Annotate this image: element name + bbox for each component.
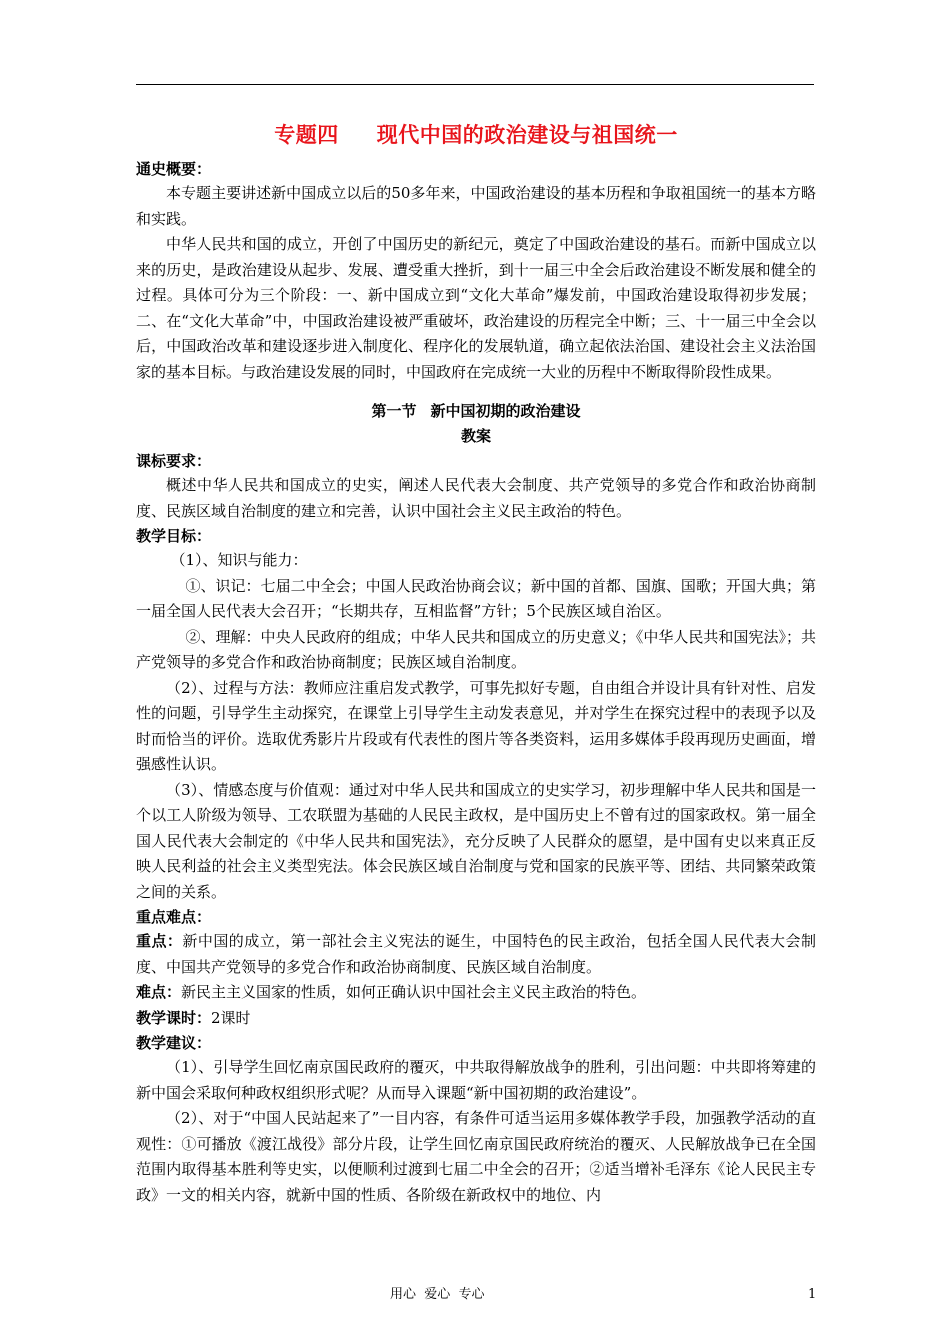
footer-motto: 用心 爱心 专心 xyxy=(390,1287,485,1302)
goal-3-values: （3）、情感态度与价值观：通过对中华人民共和国成立的史实学习，初步理解中华人民共和国是一个以工人阶级为领导、工农联盟为基础的人民民主政权，是中国历史上不曾有过的国家政权。第一届全国人民代表大会制定的《中华人民共和国宪法》，充分反映了人民群众的愿望，是中国有史以来真正反映人民利益的社会主义类型宪法。体会民族区域自治制度与党和国家的民族平等、团结、共同繁荣政策之间的关系。 xyxy=(136,780,816,901)
hours-label: 教学课时： xyxy=(136,1008,212,1027)
keypoints-heading: 重点难点： xyxy=(136,908,212,926)
standard-heading: 课标要求： xyxy=(136,452,212,470)
key-text: 新中国的成立，第一部社会主义宪法的诞生，中国特色的民主政治，包括全国人民代表大会制度、中国共产党领导的多党合作和政治协商制度、民族区域自治制度。 xyxy=(136,932,816,976)
overview-heading: 通史概要： xyxy=(136,160,212,178)
advice-paragraph-1: （1）、引导学生回忆南京国民政府的覆灭，中共取得解放战争的胜利，引出问题：中共即将筹建的新中国会采取何种政权组织形式呢？从而导入课题“新中国初期的政治建设”。 xyxy=(136,1058,816,1102)
goal-2-process: （2）、过程与方法：教师应注重启发式教学，可事先拟好专题，自由组合并设计具有针对性、启发性的问题，引导学生主动探究，在课堂上引导学生主动发表意见，并对学生在探究过程中的表现予以及时而恰当的评价。选取优秀影片片段或有代表性的图片等各类资料，运用多媒体手段再现历史画面，增强感性认识。 xyxy=(136,678,816,773)
key-label: 重点： xyxy=(136,932,183,950)
document-title xyxy=(136,120,816,150)
advice-heading: 教学建议： xyxy=(136,1034,212,1052)
goal-1-title: （1）、知识与能力： xyxy=(170,551,308,569)
difficult-text: 新民主主义国家的性质，如何正确认识中国社会主义民主政治的特色。 xyxy=(181,983,647,1001)
section-subtitle: 教案 xyxy=(460,427,491,445)
difficult-label: 难点： xyxy=(136,983,182,1001)
standard-paragraph: 概述中华人民共和国成立的史实，阐述人民代表大会制度、共产党领导的多党合作和政治协商制度、民族区域自治制度的建立和完善，认识中国社会主义民主政治的特色。 xyxy=(136,476,816,520)
goal-1-understand: ②、理解：中央人民政府的组成；中华人民共和国成立的历史意义；《中华人民共和国宪法》；共产党领导的多党合作和政治协商制度；民族区域自治制度。 xyxy=(136,627,816,671)
section-title xyxy=(136,399,816,424)
header-rule xyxy=(136,84,814,85)
hours-text: 2课时 xyxy=(211,1008,251,1027)
page-number: 1 xyxy=(808,1287,817,1302)
document-body xyxy=(136,120,816,1208)
title-text: 现代中国的政治建设与祖国统一 xyxy=(376,122,678,147)
teaching-hours xyxy=(136,1006,816,1032)
section-name: 新中国初期的政治建设 xyxy=(430,402,581,420)
key-point xyxy=(136,929,816,980)
overview-paragraph-2: 中华人民共和国的成立，开创了中国历史的新纪元，奠定了中国政治建设的基石。而新中国成立以来的历史，是政治建设从起步、发展、遭受重大挫折，到十一届三中全会后政治建设不断发展和健全的过程。具体可分为三个阶段：一、新中国成立到“文化大革命”爆发前，中国政治建设取得初步发展；二、在“文化大革命”中，中国政治建设被严重破坏，政治建设的历程完全中断；三、十一届三中全会以后，中国政治改革和建设逐步进入制度化、程序化的发展轨道，确立起依法治国、建设社会主义法治国家的基本目标。与政治建设发展的同时，中国政府在完成统一大业的历程中不断取得阶段性成果。 xyxy=(136,235,816,381)
overview-paragraph-1: 本专题主要讲述新中国成立以后的50多年来，中国政治建设的基本历程和争取祖国统一的基本方略和实践。 xyxy=(136,184,816,228)
goals-heading: 教学目标： xyxy=(136,527,212,545)
title-topic: 专题四 xyxy=(274,122,339,147)
section-number: 第一节 xyxy=(371,402,417,420)
difficult-point xyxy=(136,980,816,1006)
advice-paragraph-2: （2）、对于“中国人民站起来了”一目内容，有条件可适当运用多媒体教学手段，加强教学活动的直观性：①可播放《渡江战役》部分片段，让学生回忆南京国民政府统治的覆灭、人民解放战争已在全国范围内取得基本胜利等史实，以便顺利过渡到七届二中全会的召开；②适当增补毛泽东《论人民民主专政》一文的相关内容，就新中国的性质、各阶级在新政权中的地位、内 xyxy=(136,1109,816,1204)
goal-1-memorize: ①、识记：七届二中全会；中国人民政治协商会议；新中国的首都、国旗、国歌；开国大典；第一届全国人民代表大会召开；“长期共存，互相监督”方针；5个民族区域自治区。 xyxy=(136,576,816,620)
